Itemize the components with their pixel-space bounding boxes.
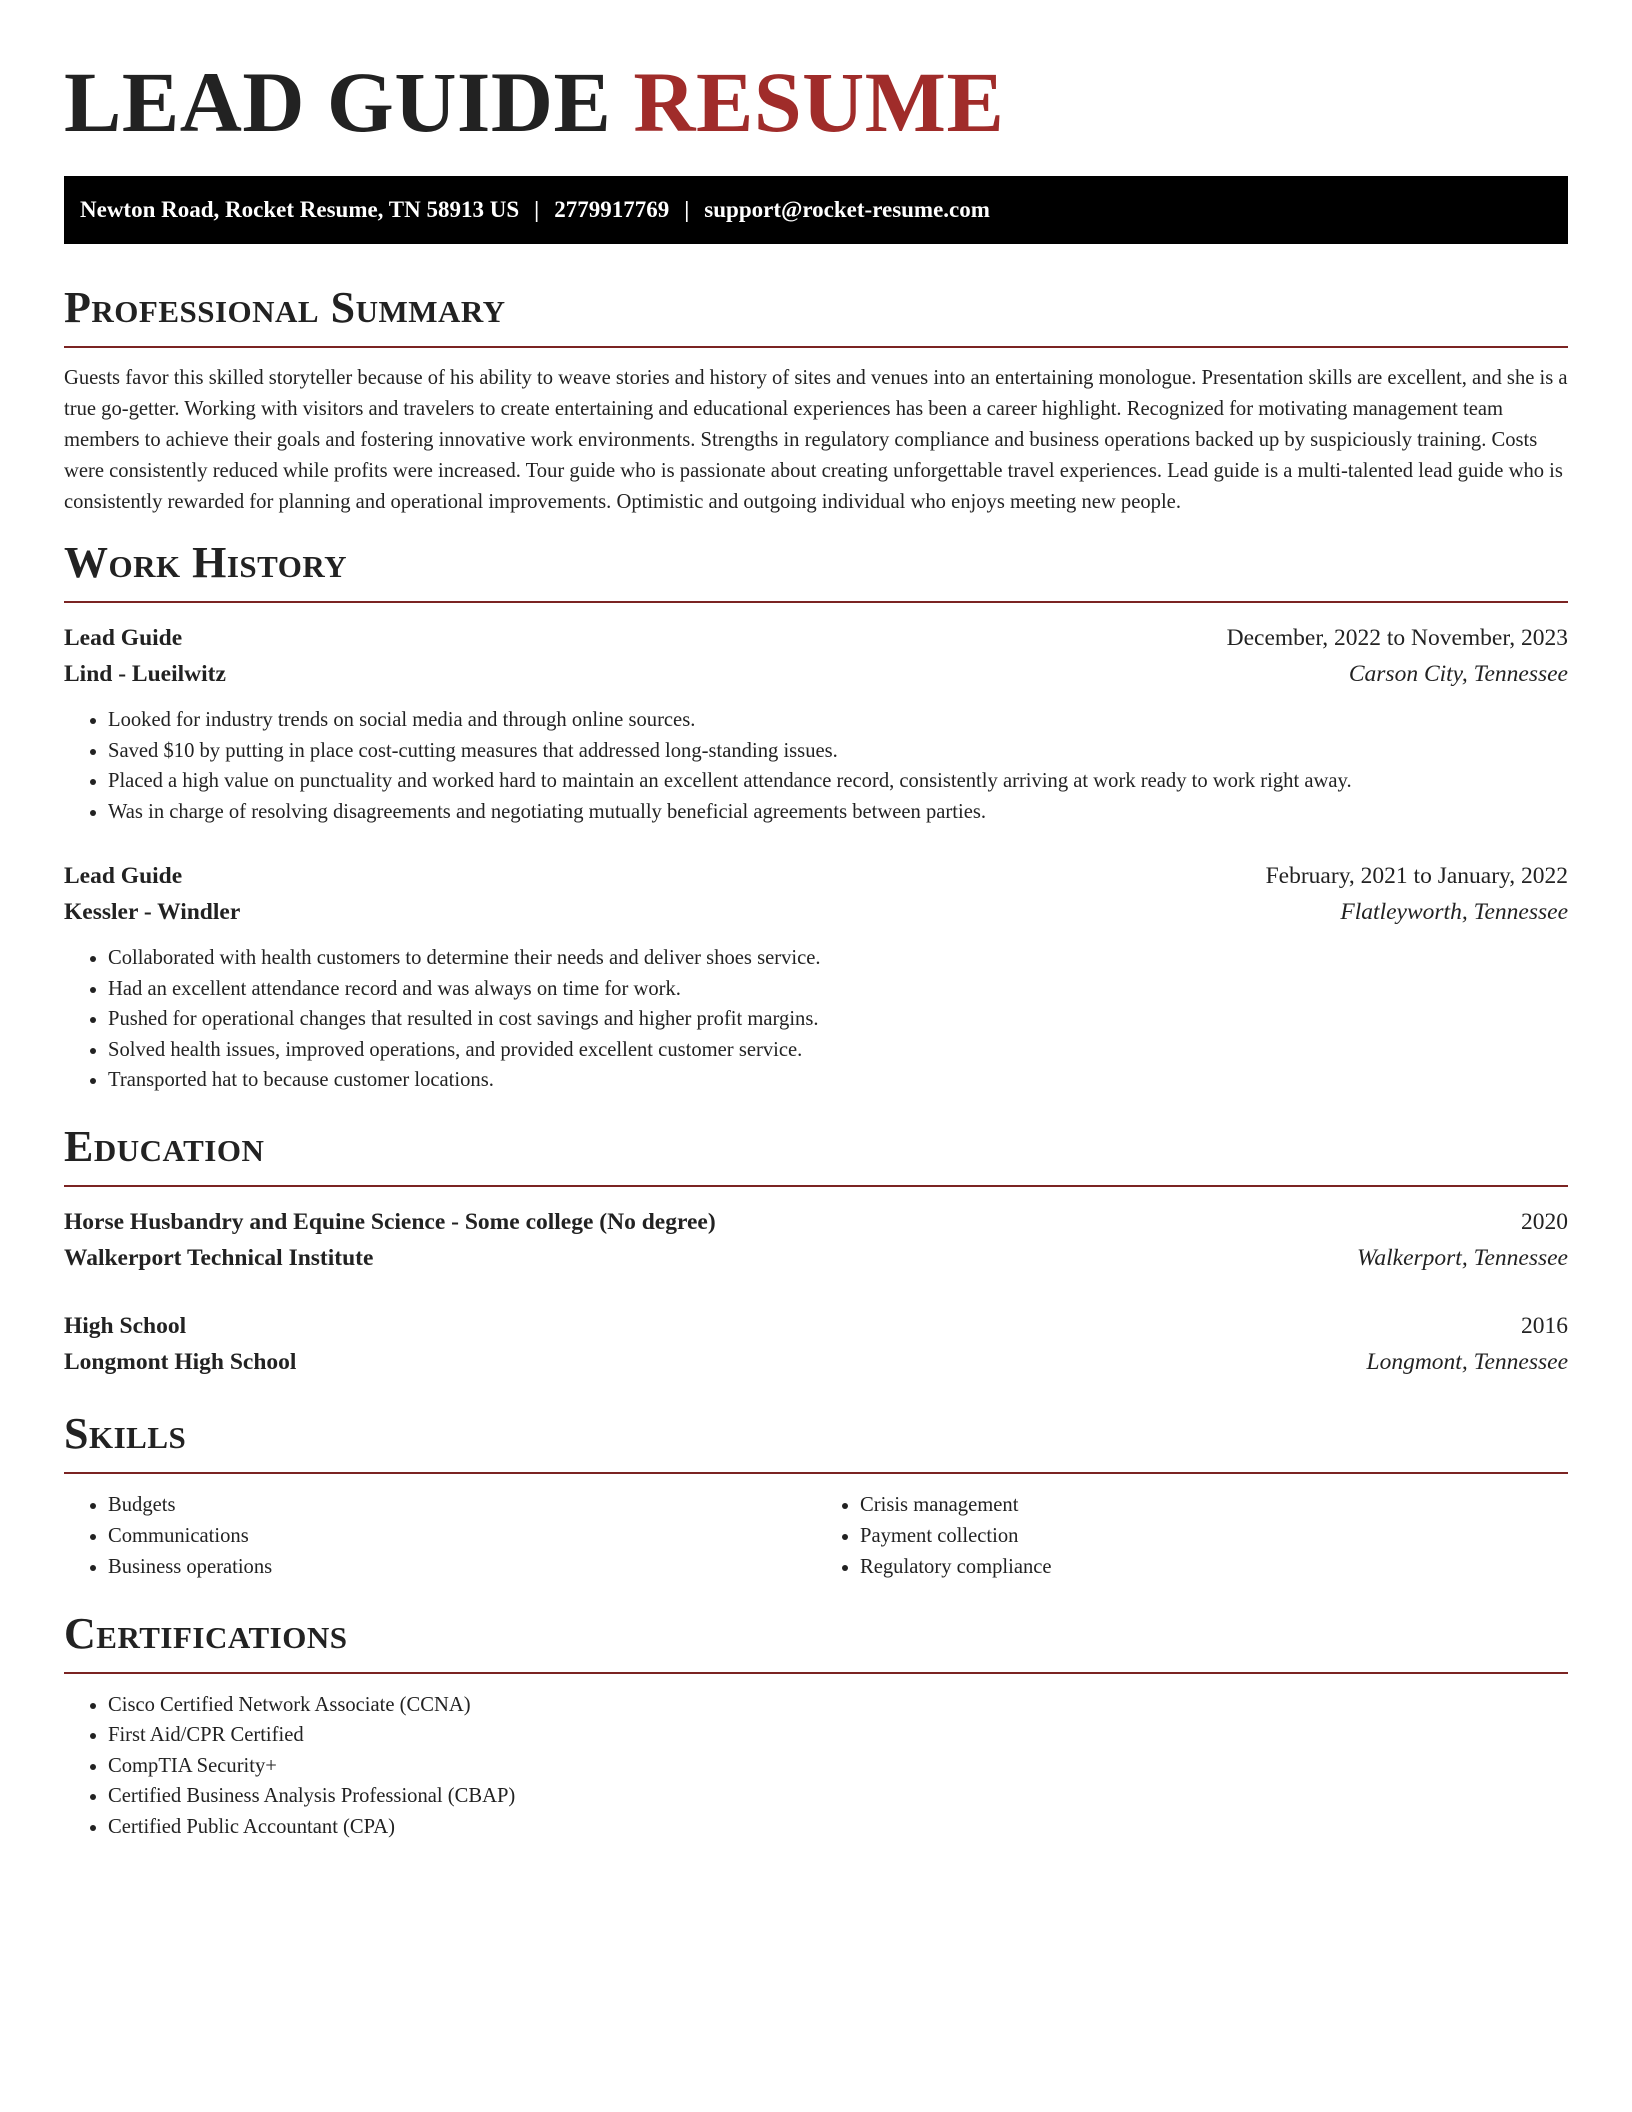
- job-duties-list: [64, 705, 1568, 827]
- job-location: Carson City, Tennessee: [1348, 661, 1568, 687]
- section-title-work-history: Work History: [64, 538, 348, 587]
- education-school-row: [64, 1240, 1568, 1276]
- skill-item: • Payment collection: [860, 1521, 1568, 1552]
- job-duty: • Had an excellent attendance record and was always on time for work.: [108, 974, 1568, 1005]
- contact-separator: |: [534, 197, 540, 222]
- job-header-row: [64, 858, 1568, 894]
- certifications-section: [64, 1608, 1568, 1843]
- education-degree: Horse Husbandry and Equine Science - Some college (No degree): [64, 1208, 716, 1235]
- education-year: 2020: [1521, 1208, 1568, 1235]
- skill-item: • Communications: [108, 1521, 816, 1552]
- education-year: 2016: [1521, 1312, 1568, 1339]
- job-company: Kessler - Windler: [64, 899, 241, 925]
- skill-item: • Regulatory compliance: [860, 1552, 1568, 1583]
- skills-grid: [64, 1490, 1568, 1583]
- section-divider: [64, 346, 1568, 348]
- education-entry: [64, 1308, 1568, 1380]
- skill-item: • Budgets: [108, 1490, 816, 1521]
- section-divider: [64, 1672, 1568, 1674]
- education-location: Walkerport, Tennessee: [1356, 1244, 1568, 1271]
- skills-list-left: [64, 1490, 816, 1583]
- resume-title: [64, 0, 1568, 152]
- education-section: [64, 1121, 1568, 1380]
- section-title-certifications: Certifications: [64, 1608, 348, 1658]
- title-accent: RESUME: [633, 54, 1005, 150]
- education-header-row: [64, 1204, 1568, 1240]
- certification-item: • Certified Business Analysis Professional (CBAP): [108, 1781, 1568, 1812]
- job-duty: • Collaborated with health customers to determine their needs and deliver shoes service.: [108, 943, 1568, 974]
- education-school: Walkerport Technical Institute: [64, 1244, 374, 1271]
- certifications-list: [64, 1690, 1568, 1843]
- contact-email[interactable]: support@rocket-resume.com: [704, 197, 990, 222]
- section-title-summary: Professional Summary: [64, 283, 506, 332]
- contact-separator: |: [684, 197, 690, 222]
- contact-phone[interactable]: 2779917769: [554, 197, 670, 222]
- job-duties-list: [64, 943, 1568, 1096]
- job-header-row: [64, 620, 1568, 656]
- certification-item: • Cisco Certified Network Associate (CCNA): [108, 1690, 1568, 1721]
- education-degree: High School: [64, 1312, 187, 1339]
- contact-address: Newton Road, Rocket Resume, TN 58913 US: [80, 197, 520, 222]
- job-duty: • Saved $10 by putting in place cost-cutting measures that addressed long-standing issues.: [108, 736, 1568, 767]
- job-dates: December, 2022 to November, 2023: [1226, 625, 1568, 651]
- summary-text: Guests favor this skilled storyteller because of his ability to weave stories and history of sites and venues into an entertaining monologue. Presentation skills are excellent, and she is a true go-getter. Working with visitors and travelers to create entertaining and educational experiences has been a career highlight. Recognized for motivating management team members to achieve their goals and fostering innovative work environments. Strengths in regulatory compliance and business operations backed up by suspiciously training. Costs were consistently reduced while profits were increased. Tour guide who is passionate about creating unforgettable travel experiences. Lead guide is a multi-talented lead guide who is consistently rewarded for planning and operational improvements. Optimistic and outgoing individual who enjoys meeting new people.: [64, 367, 1568, 513]
- job-title: Lead Guide: [64, 863, 183, 889]
- job-duty: • Solved health issues, improved operations, and provided excellent customer service.: [108, 1035, 1568, 1066]
- certification-item: • CompTIA Security+: [108, 1751, 1568, 1782]
- job-duty: • Looked for industry trends on social media and through online sources.: [108, 705, 1568, 736]
- summary-section: [64, 282, 1568, 518]
- education-header-row: [64, 1308, 1568, 1344]
- work-history-section: [64, 537, 1568, 1096]
- job-entry: [64, 620, 1568, 827]
- job-duty: • Transported hat to because customer locations.: [108, 1065, 1568, 1096]
- job-company-row: [64, 656, 1568, 692]
- skill-item: • Crisis management: [860, 1490, 1568, 1521]
- certification-item: • Certified Public Accountant (CPA): [108, 1812, 1568, 1843]
- job-location: Flatleyworth, Tennessee: [1340, 899, 1568, 925]
- job-company-row: [64, 894, 1568, 930]
- skills-section: [64, 1408, 1568, 1583]
- section-divider: [64, 601, 1568, 603]
- section-divider: [64, 1185, 1568, 1187]
- skill-item: • Business operations: [108, 1552, 816, 1583]
- job-duty: • Placed a high value on punctuality and worked hard to maintain an excellent attendance record, consistently arriving at work ready to work right away.: [108, 766, 1568, 797]
- section-title-education: Education: [64, 1121, 265, 1171]
- job-title: Lead Guide: [64, 625, 183, 651]
- education-school-row: [64, 1344, 1568, 1380]
- section-divider: [64, 1472, 1568, 1474]
- education-entry: [64, 1204, 1568, 1276]
- job-duty: • Was in charge of resolving disagreements and negotiating mutually beneficial agreements between parties.: [108, 797, 1568, 828]
- certification-item: • First Aid/CPR Certified: [108, 1720, 1568, 1751]
- education-school: Longmont High School: [64, 1348, 297, 1375]
- job-company: Lind - Lueilwitz: [64, 661, 226, 687]
- skills-list-right: [816, 1490, 1568, 1583]
- title-name: LEAD GUIDE: [64, 54, 612, 150]
- section-title-skills: Skills: [64, 1408, 187, 1458]
- contact-bar: [64, 176, 1568, 244]
- job-entry: [64, 858, 1568, 1096]
- job-dates: February, 2021 to January, 2022: [1265, 863, 1568, 889]
- job-duty: • Pushed for operational changes that resulted in cost savings and higher profit margins.: [108, 1004, 1568, 1035]
- education-location: Longmont, Tennessee: [1366, 1348, 1568, 1375]
